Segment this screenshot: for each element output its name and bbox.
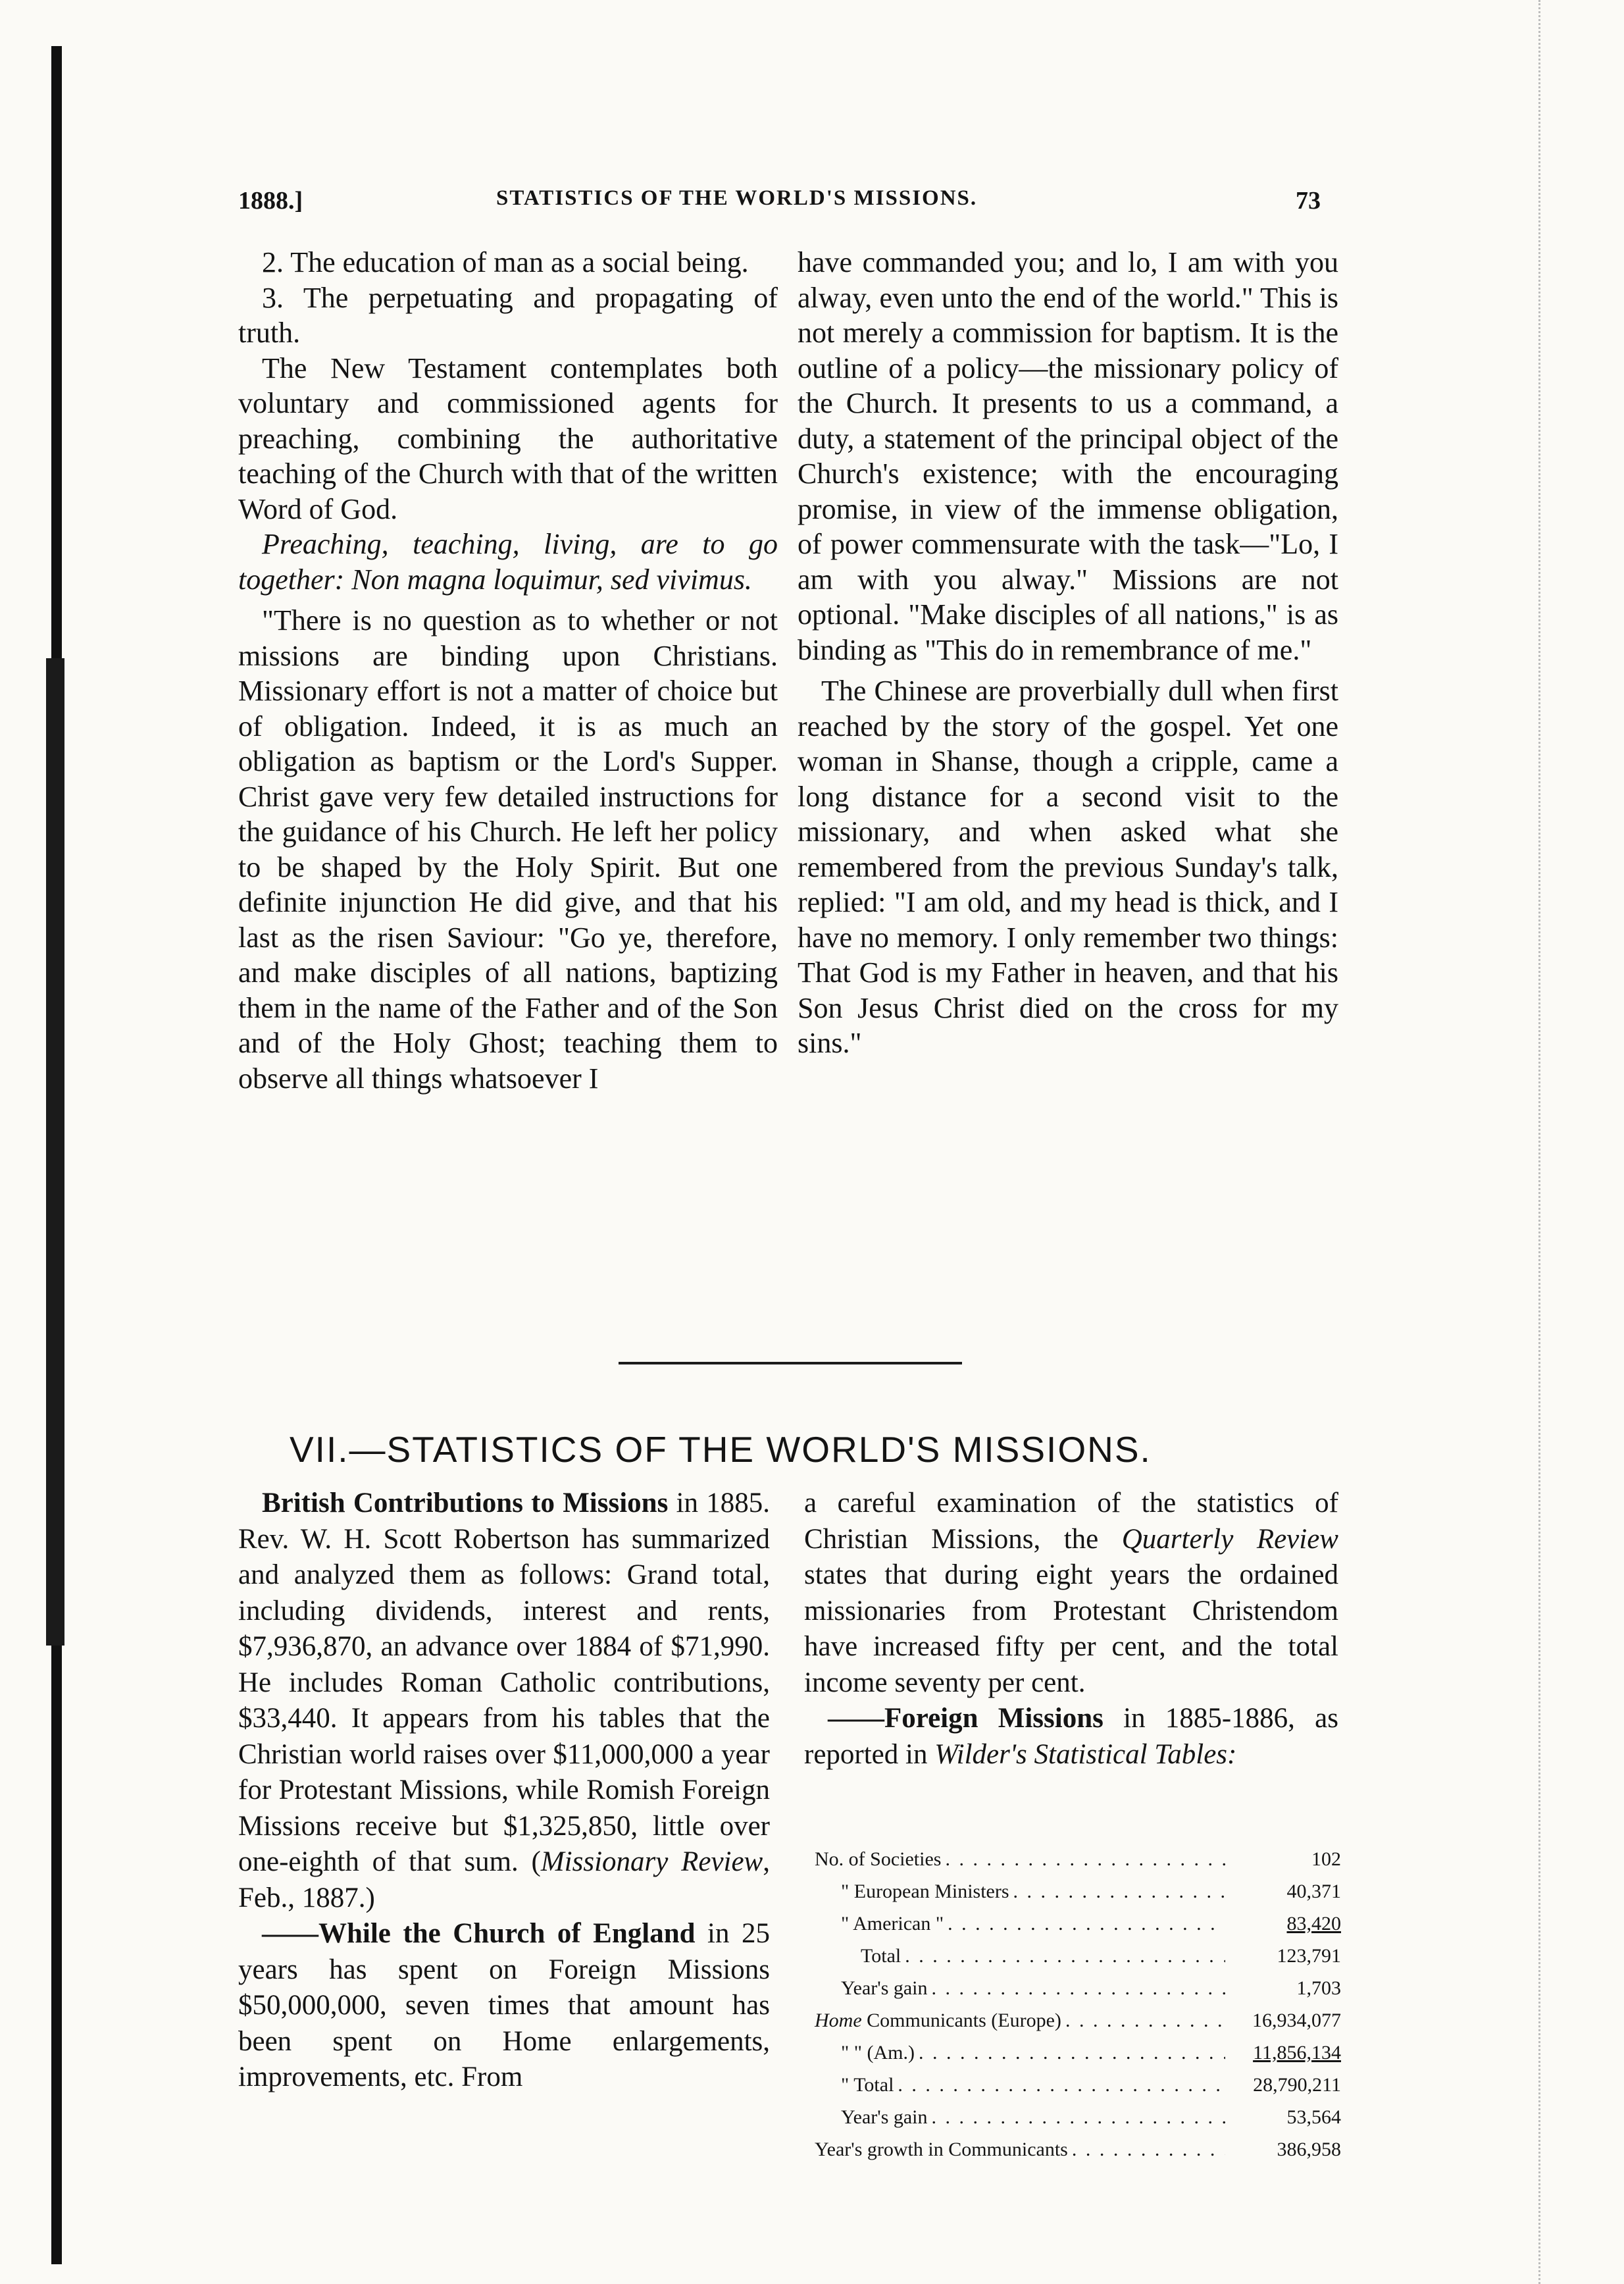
table-row bbox=[815, 2133, 1341, 2166]
top-right-column bbox=[798, 245, 1338, 1061]
text-run: a careful examination of the statistics of Christian Missions, the bbox=[804, 1488, 1338, 1555]
run-in-heading: ——Foreign Missions bbox=[828, 1703, 1104, 1734]
paragraph: 3. The perpetuating and propagating of truth. bbox=[238, 281, 778, 349]
text-run: , Feb., 1887.) bbox=[238, 1846, 770, 1913]
row-value: 1,703 bbox=[1296, 1977, 1341, 1999]
table-row bbox=[815, 2069, 1341, 2101]
row-value: 102 bbox=[1311, 1848, 1341, 1870]
row-label: " European Ministers bbox=[841, 1881, 1009, 1902]
page-number: 73 bbox=[1296, 187, 1321, 215]
row-value: 83,420 bbox=[1286, 1913, 1341, 1934]
row-value: 16,934,077 bbox=[1252, 2010, 1341, 2031]
text-run: in 1885-1886, as reported in bbox=[804, 1703, 1338, 1770]
text-run: in 1885. Rev. W. H. Scott Robertson has summarized and analyzed them as follows: Grand total, including dividends, interest and rents, $7,936,870, an advance over 1884 of $71,990. He includes Roman Catholic contributions, $33,440. It appears from his tables that the Christian world raises over $11,000,000 a year for Protestant Missions, while Romish Foreign Missions receive but $1,325,850, little over one-eighth of that sum. ( bbox=[238, 1488, 770, 1877]
row-value: 386,958 bbox=[1277, 2139, 1341, 2160]
statistics-table bbox=[815, 1843, 1341, 2166]
citation: Quarterly Review bbox=[1121, 1523, 1338, 1555]
page-edge bbox=[1538, 0, 1542, 2284]
citation: Wilder's Statistical Tables: bbox=[934, 1738, 1237, 1770]
table-row bbox=[815, 1908, 1341, 1940]
table-row bbox=[815, 1940, 1341, 1972]
paragraph: 2. The education of man as a social being. bbox=[262, 246, 749, 278]
run-in-heading: British Contributions to Missions bbox=[262, 1488, 669, 1518]
section-title: VII.—STATISTICS OF THE WORLD'S MISSIONS. bbox=[290, 1429, 1152, 1470]
paragraph: "There is no question as to whether or not missions are binding upon Christians. Missionary effort is not a matter of choice but of obligation. Indeed, it is as much an obligation as baptism or the Lord's Supper. Christ gave very few detailed instructions for the guidance of his Church. He left her policy to be shaped by the Holy Spirit. But one definite injunction He did give, and that his last as the risen Saviour: "Go ye, therefore, and make disciples of all nations, baptizing them in the name of the Father and of the Son and of the Holy Ghost; teaching them to observe all things whatsoever I bbox=[238, 604, 778, 1095]
binding-edge-shadow bbox=[46, 658, 64, 1646]
row-value: 53,564 bbox=[1286, 2106, 1341, 2128]
row-label: " Total bbox=[841, 2074, 894, 2096]
row-label: " American " bbox=[841, 1913, 944, 1934]
row-label: Year's growth in Communicants bbox=[815, 2139, 1068, 2160]
paragraph: have commanded you; and lo, I am with you alway, even unto the end of the world." This is not merely a commission for baptism. It is the outline of a policy—the missionary policy of the Church. It presents to us a command, a duty, a statement of the principal object of the Church's existence; with the encouraging promise, in view of the immense obligation, of power commensurate with the task—"Lo, I am with you alway." Missions are not optional. "Make disciples of all nations," is as binding as "This do in remembrance of me." bbox=[798, 246, 1338, 666]
running-title: STATISTICS OF THE WORLD'S MISSIONS. bbox=[496, 186, 978, 210]
paragraph bbox=[804, 1486, 1338, 1701]
paragraph bbox=[804, 1701, 1338, 1773]
text-run: states that during eight years the ordained missionaries from Protestant Christendom have increased fifty per cent, and the total income seventy per cent. bbox=[804, 1559, 1338, 1698]
citation: Missionary Review bbox=[540, 1846, 763, 1877]
table-row bbox=[815, 2037, 1341, 2069]
bottom-right-column bbox=[804, 1486, 1338, 1773]
row-label: Year's gain bbox=[841, 2106, 928, 2128]
row-label: No. of Societies bbox=[815, 1848, 942, 1870]
text-run: in 25 years has spent on Foreign Missions $50,000,000, seven times that amount has been spent on Home enlargements, improvements, etc. From bbox=[238, 1918, 770, 2092]
top-left-column bbox=[238, 245, 778, 1096]
table-row bbox=[815, 2101, 1341, 2133]
paragraph: Preaching, teaching, living, are to go together: Non magna loquimur, sed vivimus. bbox=[238, 528, 778, 596]
header-year: 1888.] bbox=[238, 187, 303, 215]
paragraph bbox=[238, 1916, 770, 2096]
table-row bbox=[815, 1843, 1341, 1875]
table-row bbox=[815, 1972, 1341, 2004]
row-value: 123,791 bbox=[1277, 1945, 1341, 1967]
row-label: Total bbox=[861, 1945, 901, 1967]
running-header bbox=[238, 186, 1321, 226]
paragraph: The New Testament contemplates both voluntary and commissioned agents for preaching, combining the authoritative teaching of the Church with that of the written Word of God. bbox=[238, 351, 778, 525]
table-row bbox=[815, 2004, 1341, 2037]
row-value: 28,790,211 bbox=[1253, 2074, 1341, 2096]
row-value: 11,856,134 bbox=[1253, 2042, 1341, 2063]
table-row bbox=[815, 1875, 1341, 1908]
row-label: Home Communicants (Europe) bbox=[815, 2010, 1061, 2031]
paragraph: The Chinese are proverbially dull when first reached by the story of the gospel. Yet one woman in Shanse, though a cripple, came a long distance for a second visit to the missionary, and when asked what she remembered from the previous Sunday's talk, replied: "I am old, and my head is thick, and I have no memory. I only remember two things: That God is my Father in heaven, and that his Son Jesus Christ died on the cross for my sins." bbox=[798, 675, 1338, 1059]
row-label: Year's gain bbox=[841, 1977, 928, 1999]
paragraph bbox=[238, 1486, 770, 1916]
run-in-heading: ——While the Church of England bbox=[262, 1918, 696, 1949]
bottom-left-column bbox=[238, 1486, 770, 2096]
section-divider bbox=[619, 1362, 962, 1364]
row-label: " " (Am.) bbox=[841, 2042, 915, 2063]
row-value: 40,371 bbox=[1286, 1881, 1341, 1902]
